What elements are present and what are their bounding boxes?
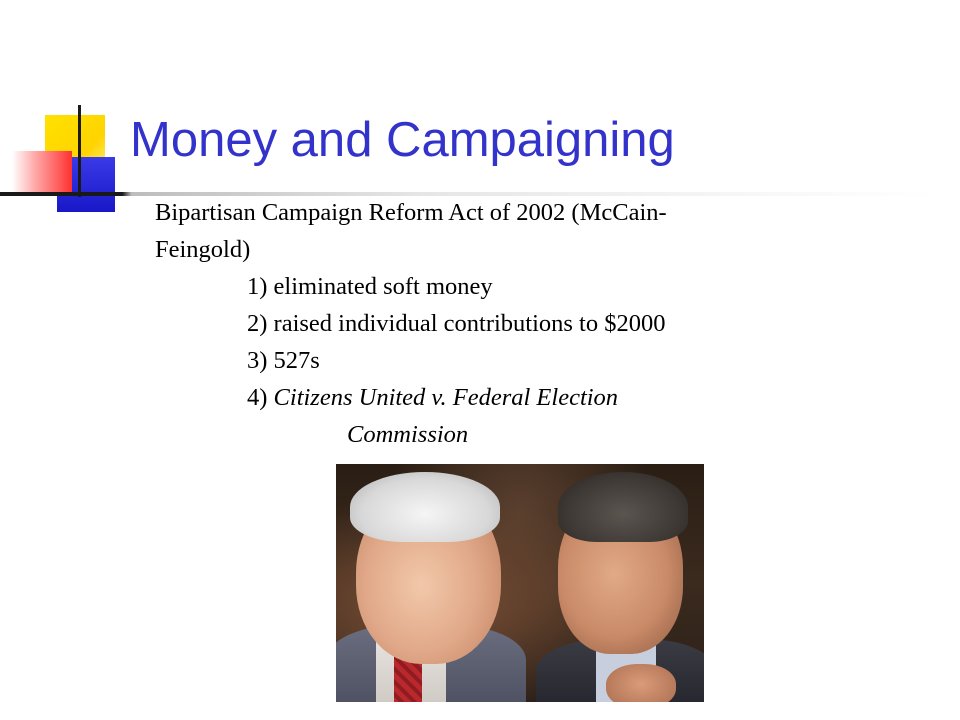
photo-left-person-hair bbox=[350, 472, 500, 542]
list-item-1: 1) eliminated soft money bbox=[247, 273, 493, 300]
body-line-1: Bipartisan Campaign Reform Act of 2002 (McCain- bbox=[155, 199, 667, 226]
list-item-4-number: 4) bbox=[247, 384, 268, 411]
list-item-2: 2) raised individual contributions to $2000 bbox=[247, 310, 666, 337]
senators-photo bbox=[336, 464, 704, 702]
photo-right-person-hair bbox=[558, 472, 688, 542]
photo-hand bbox=[606, 664, 676, 702]
slide-body bbox=[155, 194, 845, 453]
red-square-decoration bbox=[12, 151, 72, 195]
list-item-4 bbox=[155, 379, 845, 416]
list-item-3: 3) 527s bbox=[247, 347, 320, 374]
body-line-2: Feingold) bbox=[155, 236, 251, 263]
list-item-4-case-name: Citizens United v. Federal Election bbox=[273, 384, 619, 411]
slide-title: Money and Campaigning bbox=[130, 113, 675, 167]
corner-decoration bbox=[0, 95, 140, 220]
list-item-4-continuation: Commission bbox=[347, 421, 469, 448]
vertical-rule bbox=[78, 105, 81, 197]
